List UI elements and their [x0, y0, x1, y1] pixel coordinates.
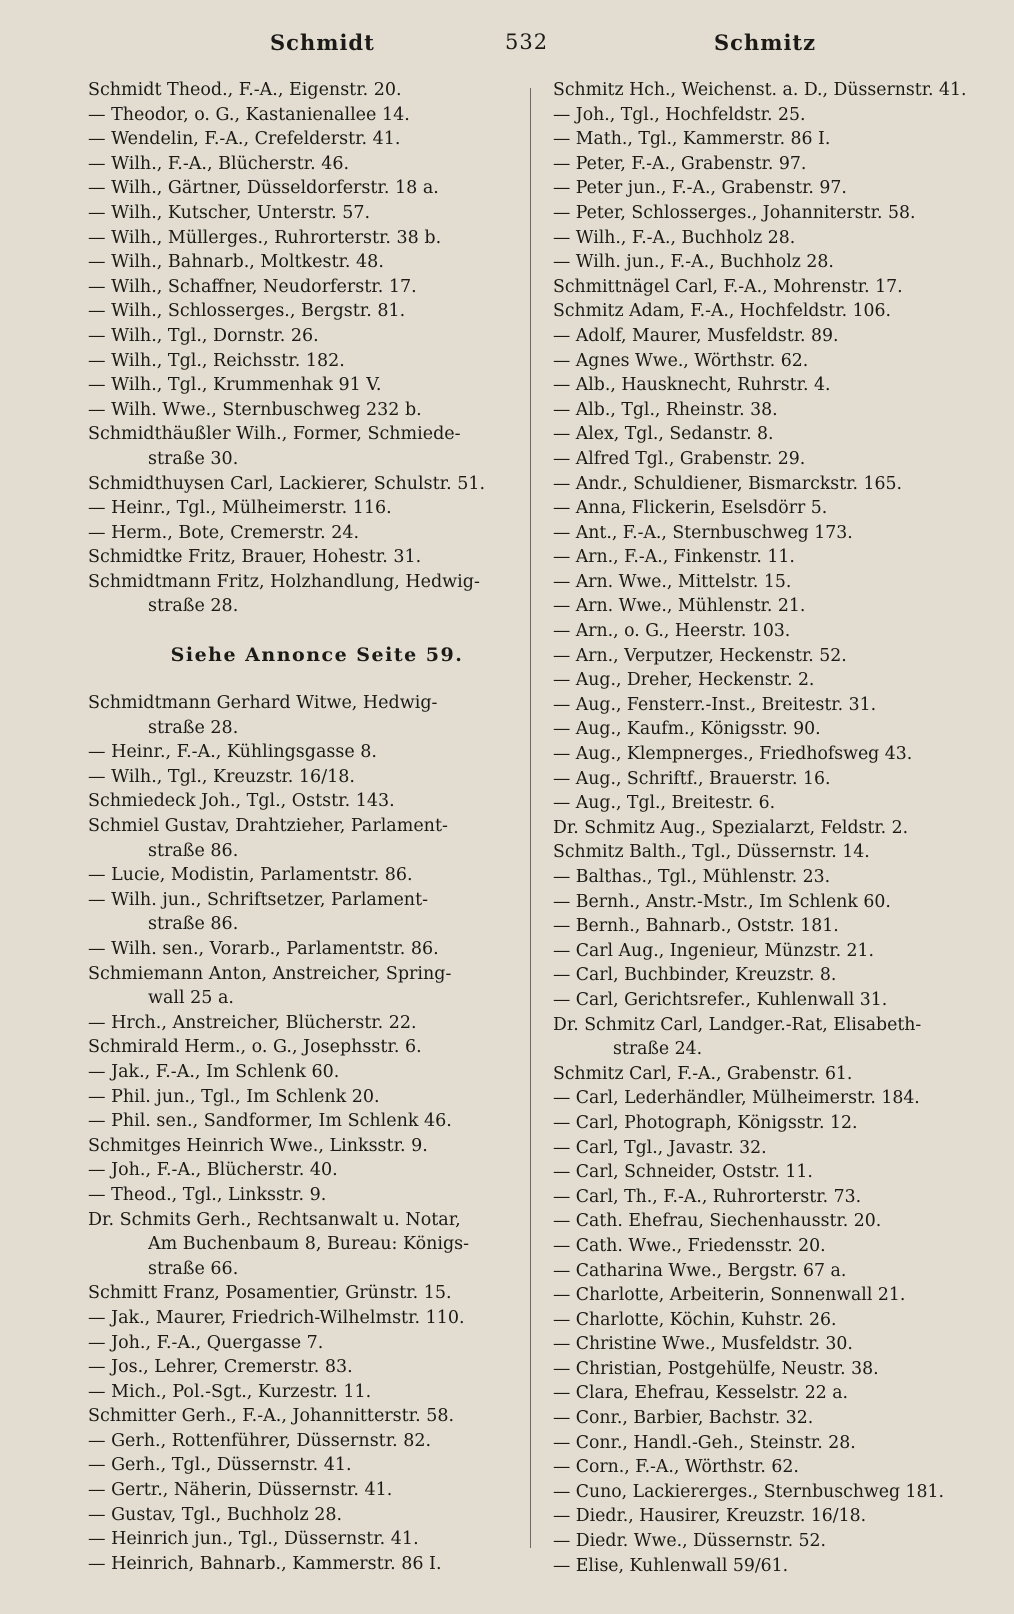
- directory-entry: — Corn., F.-A., Wörthstr. 62.: [553, 1457, 799, 1478]
- entry-continuation: straße 24.: [613, 1039, 703, 1060]
- directory-entry: — Carl, Buchbinder, Kreuzstr. 8.: [553, 965, 837, 986]
- directory-entry: — Wilh., F.-A., Blücherstr. 46.: [88, 153, 350, 174]
- directory-entry: — Bernh., Bahnarb., Oststr. 181.: [553, 916, 839, 937]
- directory-entry: — Aug., Klempnerges., Friedhofsweg 43.: [553, 744, 913, 765]
- directory-entry: — Aug., Schriftf., Brauerstr. 16.: [553, 768, 831, 789]
- directory-entry: — Aug., Tgl., Breitestr. 6.: [553, 793, 776, 814]
- entry-continuation: straße 86.: [148, 840, 239, 861]
- directory-entry: Schmidt Theod., F.-A., Eigenstr. 20.: [88, 80, 402, 100]
- page-number: 532: [505, 30, 549, 54]
- directory-entry: — Heinr., Tgl., Mülheimerstr. 116.: [88, 498, 392, 519]
- column-divider: [530, 88, 531, 1548]
- directory-entry: — Wilh., Tgl., Krummenhak 91 V.: [88, 375, 382, 396]
- directory-entry: — Carl, Lederhändler, Mülheimerstr. 184.: [553, 1088, 920, 1109]
- directory-entry: — Theodor, o. G., Kastanienallee 14.: [88, 104, 410, 125]
- directory-entry: — Joh., Tgl., Hochfeldstr. 25.: [553, 104, 806, 125]
- directory-entry: — Conr., Handl.-Geh., Steinstr. 28.: [553, 1432, 856, 1453]
- directory-entry: — Carl, Tgl., Javastr. 32.: [553, 1137, 767, 1158]
- directory-entry: — Arn. Wwe., Mittelstr. 15.: [553, 571, 792, 592]
- directory-entry: — Carl Aug., Ingenieur, Münzstr. 21.: [553, 940, 875, 961]
- directory-entry: — Cath. Wwe., Friedensstr. 20.: [553, 1235, 826, 1256]
- directory-entry: — Catharina Wwe., Bergstr. 67 a.: [553, 1260, 847, 1281]
- directory-entry: Schmidtmann Fritz, Holzhandlung, Hedwig-: [88, 571, 480, 592]
- directory-entry: — Carl, Photograph, Königsstr. 12.: [553, 1112, 858, 1133]
- directory-entry: — Alb., Hausknecht, Ruhrstr. 4.: [553, 375, 831, 396]
- directory-entry: — Wendelin, F.-A., Crefelderstr. 41.: [88, 129, 401, 150]
- directory-entry: — Wilh., Gärtner, Düsseldorferstr. 18 a.: [88, 178, 439, 199]
- directory-entry: Schmitz Adam, F.-A., Hochfeldstr. 106.: [553, 301, 892, 322]
- directory-entry: — Conr., Barbier, Bachstr. 32.: [553, 1408, 814, 1429]
- directory-entry: — Christian, Postgehülfe, Neustr. 38.: [553, 1358, 879, 1379]
- entry-continuation: straße 28.: [148, 717, 239, 738]
- directory-entry: — Mich., Pol.-Sgt., Kurzestr. 11.: [88, 1381, 372, 1402]
- directory-entry: Schmitz Hch., Weichenst. a. D., Düssernstr. 41.: [553, 80, 967, 100]
- directory-entry: — Diedr., Hausirer, Kreuzstr. 16/18.: [553, 1506, 867, 1527]
- directory-entry: — Cath. Ehefrau, Siechenhausstr. 20.: [553, 1211, 882, 1232]
- directory-entry: Schmitges Heinrich Wwe., Linksstr. 9.: [88, 1135, 428, 1156]
- directory-entry: — Diedr. Wwe., Düssernstr. 52.: [553, 1531, 827, 1552]
- spacer: [88, 619, 516, 633]
- directory-entry: — Lucie, Modistin, Parlamentstr. 86.: [88, 865, 413, 886]
- entry-continuation: straße 28.: [148, 596, 239, 617]
- directory-entry: — Phil. jun., Tgl., Im Schlenk 20.: [88, 1086, 380, 1107]
- advertisement-notice: Siehe Annonce Seite 59.: [170, 644, 464, 667]
- directory-entry: Schmidthäußler Wilh., Former, Schmiede-: [88, 424, 461, 445]
- directory-entry: — Alex, Tgl., Sedanstr. 8.: [553, 424, 774, 445]
- entry-continuation: Am Buchenbaum 8, Bureau: Königs-: [148, 1234, 470, 1255]
- entry-continuation: straße 86.: [148, 914, 239, 935]
- directory-entry: — Wilh., Tgl., Reichsstr. 182.: [88, 350, 345, 371]
- directory-entry: — Clara, Ehefrau, Kesselstr. 22 a.: [553, 1383, 849, 1404]
- directory-entry: — Heinr., F.-A., Kühlingsgasse 8.: [88, 742, 377, 763]
- directory-entry: — Carl, Schneider, Oststr. 11.: [553, 1162, 813, 1183]
- directory-entry: — Wilh., Schlosserges., Bergstr. 81.: [88, 301, 406, 322]
- directory-entry: — Bernh., Anstr.-Mstr., Im Schlenk 60.: [553, 891, 891, 912]
- directory-entry: — Adolf, Maurer, Musfeldstr. 89.: [553, 325, 839, 346]
- directory-entry: Schmitz Carl, F.-A., Grabenstr. 61.: [553, 1063, 853, 1084]
- directory-entry: — Peter, F.-A., Grabenstr. 97.: [553, 153, 807, 174]
- directory-entry: Schmidtke Fritz, Brauer, Hohestr. 31.: [88, 547, 422, 568]
- directory-entry: — Elise, Kuhlenwall 59/61.: [553, 1555, 789, 1576]
- directory-entry: — Wilh. jun., F.-A., Buchholz 28.: [553, 252, 834, 273]
- right-column: [553, 78, 983, 1578]
- directory-entry: — Peter jun., F.-A., Grabenstr. 97.: [553, 178, 847, 199]
- directory-entry: — Jak., F.-A., Im Schlenk 60.: [88, 1061, 340, 1082]
- directory-entry: Schmitz Balth., Tgl., Düssernstr. 14.: [553, 842, 870, 863]
- directory-entry: — Wilh., F.-A., Buchholz 28.: [553, 227, 796, 248]
- directory-entry: — Carl, Th., F.-A., Ruhrorterstr. 73.: [553, 1186, 862, 1207]
- directory-entry: — Theod., Tgl., Linksstr. 9.: [88, 1184, 327, 1205]
- directory-entry: Schmirald Herm., o. G., Josephsstr. 6.: [88, 1037, 422, 1058]
- directory-entry: — Cuno, Lackiererges., Sternbuschweg 181.: [553, 1481, 945, 1502]
- directory-entry: — Phil. sen., Sandformer, Im Schlenk 46.: [88, 1111, 452, 1132]
- directory-entry: — Math., Tgl., Kammerstr. 86 I.: [553, 129, 831, 150]
- directory-entry: — Wilh., Tgl., Dornstr. 26.: [88, 325, 319, 346]
- directory-entry: — Wilh., Bahnarb., Moltkestr. 48.: [88, 252, 384, 273]
- directory-entry: Schmitter Gerh., F.-A., Johannitterstr. 58.: [88, 1406, 455, 1427]
- directory-entry: — Arn. Wwe., Mühlenstr. 21.: [553, 596, 806, 617]
- directory-entry: — Gustav, Tgl., Buchholz 28.: [88, 1504, 343, 1525]
- left-column: [88, 78, 516, 1576]
- directory-entry: — Arn., o. G., Heerstr. 103.: [553, 621, 791, 642]
- directory-entry: — Herm., Bote, Cremerstr. 24.: [88, 522, 360, 543]
- running-head-right: Schmitz: [714, 30, 817, 55]
- directory-entry: — Joh., F.-A., Quergasse 7.: [88, 1332, 324, 1353]
- directory-entry: Schmiemann Anton, Anstreicher, Spring-: [88, 963, 452, 984]
- directory-entry: — Aug., Dreher, Heckenstr. 2.: [553, 670, 815, 691]
- directory-entry: — Peter, Schlosserges., Johanniterstr. 58.: [553, 202, 916, 223]
- directory-entry: — Arn., Verputzer, Heckenstr. 52.: [553, 645, 847, 666]
- directory-entry: Dr. Schmitz Aug., Spezialarzt, Feldstr. 2.: [553, 817, 909, 838]
- directory-entry: — Joh., F.-A., Blücherstr. 40.: [88, 1160, 338, 1181]
- directory-entry: Schmittnägel Carl, F.-A., Mohrenstr. 17.: [553, 276, 903, 297]
- entry-continuation: wall 25 a.: [148, 988, 234, 1009]
- directory-entry: — Jos., Lehrer, Cremerstr. 83.: [88, 1357, 353, 1378]
- directory-entry: — Gerh., Rottenführer, Düssernstr. 82.: [88, 1430, 432, 1451]
- entry-continuation: straße 66.: [148, 1258, 239, 1279]
- directory-entry: Dr. Schmitz Carl, Landger.-Rat, Elisabeth-: [553, 1014, 922, 1035]
- directory-entry: — Ant., F.-A., Sternbuschweg 173.: [553, 522, 853, 543]
- directory-entry: — Alfred Tgl., Grabenstr. 29.: [553, 448, 806, 469]
- directory-entry: — Gerh., Tgl., Düssernstr. 41.: [88, 1455, 352, 1476]
- directory-entry: — Wilh. jun., Schriftsetzer, Parlament-: [88, 889, 429, 910]
- directory-entry: Schmiedeck Joh., Tgl., Oststr. 143.: [88, 791, 395, 812]
- directory-entry: — Wilh., Tgl., Kreuzstr. 16/18.: [88, 766, 355, 787]
- directory-entry: Schmidthuysen Carl, Lackierer, Schulstr. 51.: [88, 473, 486, 494]
- directory-entry: — Charlotte, Arbeiterin, Sonnenwall 21.: [553, 1285, 906, 1306]
- directory-entry: — Anna, Flickerin, Eselsdörr 5.: [553, 498, 828, 519]
- directory-entry: Schmiel Gustav, Drahtzieher, Parlament-: [88, 816, 448, 837]
- directory-entry: Schmidtmann Gerhard Witwe, Hedwig-: [88, 693, 438, 714]
- directory-entry: — Andr., Schuldiener, Bismarckstr. 165.: [553, 473, 902, 494]
- directory-entry: Schmitt Franz, Posamentier, Grünstr. 15.: [88, 1283, 452, 1304]
- directory-entry: — Aug., Fensterr.-Inst., Breitestr. 31.: [553, 694, 877, 715]
- directory-entry: — Balthas., Tgl., Mühlenstr. 23.: [553, 867, 831, 887]
- directory-entry: — Charlotte, Köchin, Kuhstr. 26.: [553, 1309, 837, 1330]
- directory-entry: — Arn., F.-A., Finkenstr. 11.: [553, 547, 795, 568]
- directory-entry: — Gertr., Näherin, Düssernstr. 41.: [88, 1480, 393, 1501]
- directory-entry: — Wilh. Wwe., Sternbuschweg 232 b.: [88, 399, 422, 420]
- directory-entry: Dr. Schmits Gerh., Rechtsanwalt u. Notar,: [88, 1209, 461, 1230]
- directory-entry: — Wilh., Kutscher, Unterstr. 57.: [88, 202, 371, 223]
- directory-entry: — Aug., Kaufm., Königsstr. 90.: [553, 719, 821, 740]
- directory-entry: — Hrch., Anstreicher, Blücherstr. 22.: [88, 1012, 417, 1033]
- directory-entry: — Alb., Tgl., Rheinstr. 38.: [553, 399, 778, 420]
- directory-entry: — Christine Wwe., Musfeldstr. 30.: [553, 1334, 853, 1355]
- directory-entry: — Wilh., Schaffner, Neudorferstr. 17.: [88, 276, 417, 297]
- directory-entry: — Wilh. sen., Vorarb., Parlamentstr. 86.: [88, 939, 439, 959]
- directory-entry: — Wilh., Müllerges., Ruhrorterstr. 38 b.: [88, 227, 442, 248]
- spacer: [88, 677, 516, 691]
- running-head-left: Schmidt: [270, 30, 375, 55]
- entry-continuation: straße 30.: [148, 448, 239, 469]
- directory-entry: — Agnes Wwe., Wörthstr. 62.: [553, 350, 809, 371]
- directory-entry: — Heinrich jun., Tgl., Düssernstr. 41.: [88, 1529, 419, 1550]
- directory-entry: — Heinrich, Bahnarb., Kammerstr. 86 I.: [88, 1553, 442, 1574]
- directory-entry: — Carl, Gerichtsrefer., Kuhlenwall 31.: [553, 989, 888, 1010]
- directory-entry: — Jak., Maurer, Friedrich-Wilhelmstr. 110.: [88, 1307, 465, 1328]
